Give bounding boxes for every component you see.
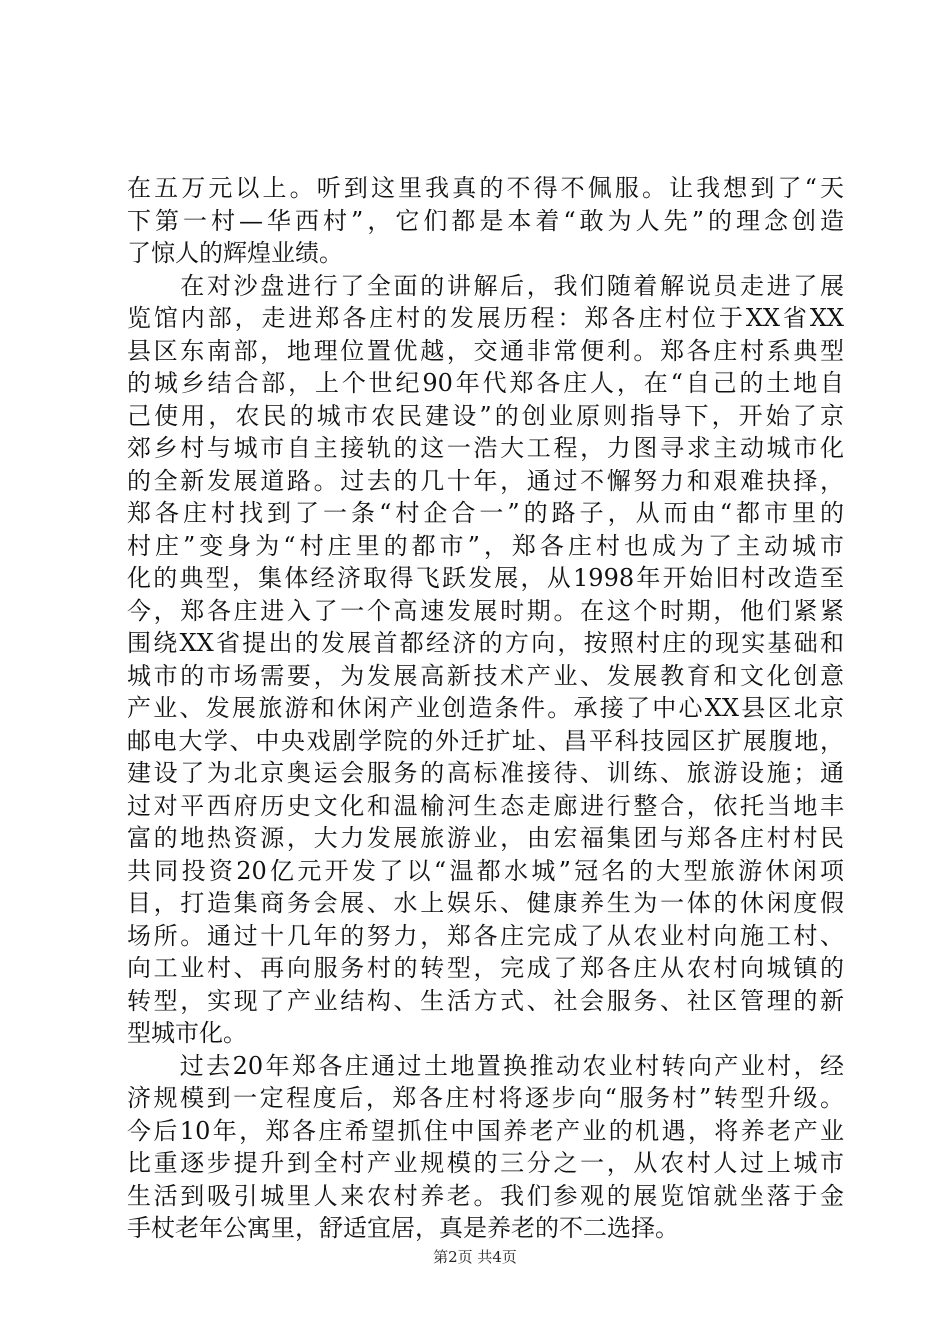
text-line: 的城乡结合部，上个世纪90年代郑各庄人，在“自己的土地自 [127, 369, 844, 397]
text-line: 比重逐步提升到全村产业规模的三分之一，从农村人过上城市 [127, 1149, 844, 1177]
text-line: 在对沙盘进行了全面的讲解后，我们随着解说员走进了展 [127, 271, 844, 300]
text-line: 济规模到一定程度后，郑各庄村将逐步向“服务村”转型升级。 [127, 1084, 844, 1112]
text-line: 目，打造集商务会展、水上娱乐、健康养生为一体的休闲度假 [127, 889, 844, 917]
text-line: 过对平西府历史文化和温榆河生态走廊进行整合，依托当地丰 [127, 791, 844, 820]
text-line: 县区东南部，地理位置优越，交通非常便利。郑各庄村系典型 [127, 336, 844, 365]
text-line: 生活到吸引城里人来农村养老。我们参观的展览馆就坐落于金 [127, 1181, 844, 1210]
text-line: 富的地热资源，大力发展旅游业，由宏福集团与郑各庄村村民 [127, 824, 844, 852]
text-line: 化的典型，集体经济取得飞跃发展，从1998年开始旧村改造至 [127, 564, 844, 592]
text-line: 围绕XX省提出的发展首都经济的方向，按照村庄的现实基础和 [127, 629, 844, 657]
text-line: 转型，实现了产业结构、生活方式、社会服务、社区管理的新 [127, 986, 844, 1015]
text-line: 村庄”变身为“村庄里的都市”，郑各庄村也成为了主动城市 [127, 531, 844, 560]
text-line: 今后10年，郑各庄希望抓住中国养老产业的机遇，将养老产业 [127, 1116, 844, 1145]
text-line: 建设了为北京奥运会服务的高标准接待、训练、旅游设施；通 [127, 759, 844, 787]
text-line: 览馆内部，走进郑各庄村的发展历程：郑各庄村位于XX省XX [127, 304, 844, 332]
text-line: 共同投资20亿元开发了以“温都水城”冠名的大型旅游休闲项 [127, 856, 844, 885]
text-line: 郑各庄村找到了一条“村企合一”的路子，从而由“都市里的 [127, 499, 844, 527]
text-line: 郊乡村与城市自主接轨的这一浩大工程，力图寻求主动城市化 [127, 434, 844, 462]
text-line: 城市的市场需要，为发展高新技术产业、发展教育和文化创意 [127, 661, 844, 690]
text-line: 己使用，农民的城市农民建设”的创业原则指导下，开始了京 [127, 401, 844, 430]
text-line: 过去20年郑各庄通过土地置换推动农业村转向产业村，经 [127, 1051, 844, 1080]
text-line: 型城市化。 [127, 1019, 247, 1047]
body-text [127, 172, 844, 1245]
text-line: 了惊人的辉煌业绩。 [127, 239, 343, 267]
text-line: 今，郑各庄进入了一个高速发展时期。在这个时期，他们紧紧 [127, 596, 844, 625]
text-line: 的全新发展道路。过去的几十年，通过不懈努力和艰难抉择， [127, 466, 844, 495]
text-line: 产业、发展旅游和休闲产业创造条件。承接了中心XX县区北京 [127, 694, 844, 722]
text-line: 下第一村—华西村”，它们都是本着“敢为人先”的理念创造 [127, 206, 844, 235]
text-line: 手杖老年公寓里，舒适宜居，真是养老的不二选择。 [127, 1214, 679, 1242]
text-line: 邮电大学、中央戏剧学院的外迁扩址、昌平科技园区扩展腹地， [127, 726, 844, 755]
page-number-footer: 第2页 共4页 [433, 1248, 517, 1266]
text-line: 场所。通过十几年的努力，郑各庄完成了从农业村向施工村、 [127, 921, 844, 950]
text-line: 向工业村、再向服务村的转型，完成了郑各庄从农村向城镇的 [127, 954, 844, 982]
text-line: 在五万元以上。听到这里我真的不得不佩服。让我想到了“天 [127, 174, 844, 202]
